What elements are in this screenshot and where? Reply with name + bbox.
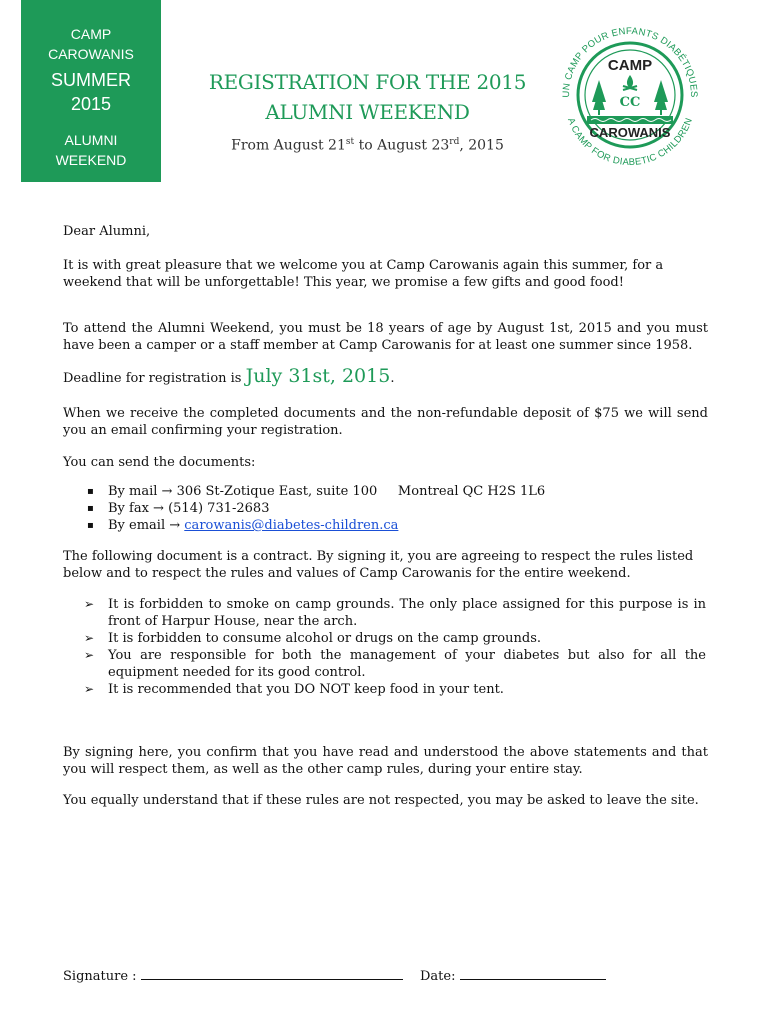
title-line-2: ALUMNI WEEKEND <box>265 100 470 124</box>
bullet-icon: ▪ <box>87 520 94 531</box>
rule-text: It is recommended that you DO NOT keep food in your tent. <box>108 682 504 697</box>
list-item <box>87 483 545 500</box>
dates-mid: to August 23 <box>354 137 450 154</box>
email-prefix: By email → <box>108 518 185 533</box>
tree-trunk-left <box>598 110 600 115</box>
tree-trunk-right <box>660 110 662 115</box>
intro-paragraph: It is with great pleasure that we welcome you at Camp Carowanis again this summer, for a weekend that will be unforgettable! This year, we promise a few gifts and good food! <box>63 258 664 290</box>
rule-text: It is forbidden to consume alcohol or drugs on the camp grounds. <box>108 631 541 646</box>
dates-prefix: From August 21 <box>231 137 346 154</box>
signature-label: Signature : <box>63 969 137 984</box>
send-intro: You can send the documents: <box>63 455 256 470</box>
title-line-1: REGISTRATION FOR THE 2015 <box>208 70 527 94</box>
tag-line-camp: CAMP <box>70 26 112 42</box>
arrow-bullet-icon: ➢ <box>84 631 95 645</box>
bullet-icon: ▪ <box>87 503 94 514</box>
tree-icon-right-top <box>654 80 668 102</box>
deadline-suffix: . <box>390 371 395 386</box>
send-by-mail: By mail → 306 St-Zotique East, suite 100 Montreal QC H2S 1L6 <box>108 484 546 499</box>
acknowledge-paragraph: By signing here, you confirm that you have read and understood the above statements and that you will respect them, as well as the other camp rules, during your entire stay. <box>63 745 708 777</box>
date-field[interactable] <box>420 966 606 984</box>
contract-paragraph: The following document is a contract. By signing it, you are agreeing to respect the rules listed below and to respect the rules and values of Camp Carowanis for the entire weekend. <box>63 549 694 581</box>
confirmation-paragraph: When we receive the completed documents and the non-refundable deposit of $75 we will send you an email confirming your registration. <box>63 406 708 438</box>
signature-line[interactable] <box>141 966 403 980</box>
logo-arc-top: UN CAMP POUR ENFANTS DIABÉTIQUES <box>560 25 700 98</box>
send-by-email <box>108 517 398 534</box>
deadline-date: July 31st, 2015 <box>245 365 391 387</box>
dates-sup-1: st <box>345 137 355 147</box>
list-item <box>84 681 706 698</box>
camp-carowanis-logo <box>555 20 705 170</box>
rule-text: You are responsible for both the management of your diabetes but also for all the equipment needed for its good control. <box>108 648 706 680</box>
send-methods-list <box>87 483 545 534</box>
send-by-fax: By fax → (514) 731-2683 <box>108 501 270 516</box>
email-link[interactable]: carowanis@diabetes-children.ca <box>184 518 399 533</box>
logo-arc-bottom: A CAMP FOR DIABETIC CHILDREN <box>565 116 695 169</box>
tag-line-weekend: WEEKEND <box>55 152 127 168</box>
arrow-bullet-icon: ➢ <box>84 648 95 662</box>
tree-icon-left-top <box>592 80 606 102</box>
understand-paragraph: You equally understand that if these rules are not respected, you may be asked to leave the site. <box>63 793 699 808</box>
logo-word-camp: CAMP <box>607 57 653 74</box>
tag-line-carowanis: CAROWANIS <box>48 46 134 62</box>
arrow-bullet-icon: ➢ <box>84 682 95 696</box>
date-line[interactable] <box>460 966 606 980</box>
tag-line-year: 2015 <box>70 94 112 114</box>
date-label: Date: <box>420 969 456 984</box>
tag-line-alumni: ALUMNI <box>64 132 118 148</box>
arrow-bullet-icon: ➢ <box>84 597 95 611</box>
event-dates <box>190 137 545 154</box>
list-item <box>84 630 706 647</box>
logo-monogram: CC <box>619 95 641 110</box>
list-item <box>84 596 706 630</box>
list-item <box>84 647 706 681</box>
eligibility-paragraph: To attend the Alumni Weekend, you must be 18 years of age by August 1st, 2015 and you must have been a camper or a staff member at Camp Carowanis for at least one summer since 1958. <box>63 321 708 353</box>
rule-text: It is forbidden to smoke on camp grounds. The only place assigned for this purpose is in front of Harpur House, near the arch. <box>108 597 706 629</box>
deadline-prefix: Deadline for registration is <box>63 371 246 386</box>
dates-sup-2: rd <box>449 137 460 147</box>
campfire-icon <box>627 75 633 88</box>
bullet-icon: ▪ <box>87 486 94 497</box>
greeting: Dear Alumni, <box>63 224 151 239</box>
deadline-paragraph <box>63 365 708 387</box>
camp-tag <box>21 0 161 182</box>
rules-list <box>84 596 706 698</box>
signature-field[interactable] <box>63 966 403 984</box>
list-item <box>87 500 545 517</box>
page-title <box>190 67 545 127</box>
logo-water-band <box>587 116 673 124</box>
logo-word-carowanis: CAROWANIS <box>589 125 671 140</box>
tag-line-summer: SUMMER <box>51 70 131 90</box>
list-item <box>87 517 545 534</box>
dates-suffix: , 2015 <box>459 137 504 154</box>
